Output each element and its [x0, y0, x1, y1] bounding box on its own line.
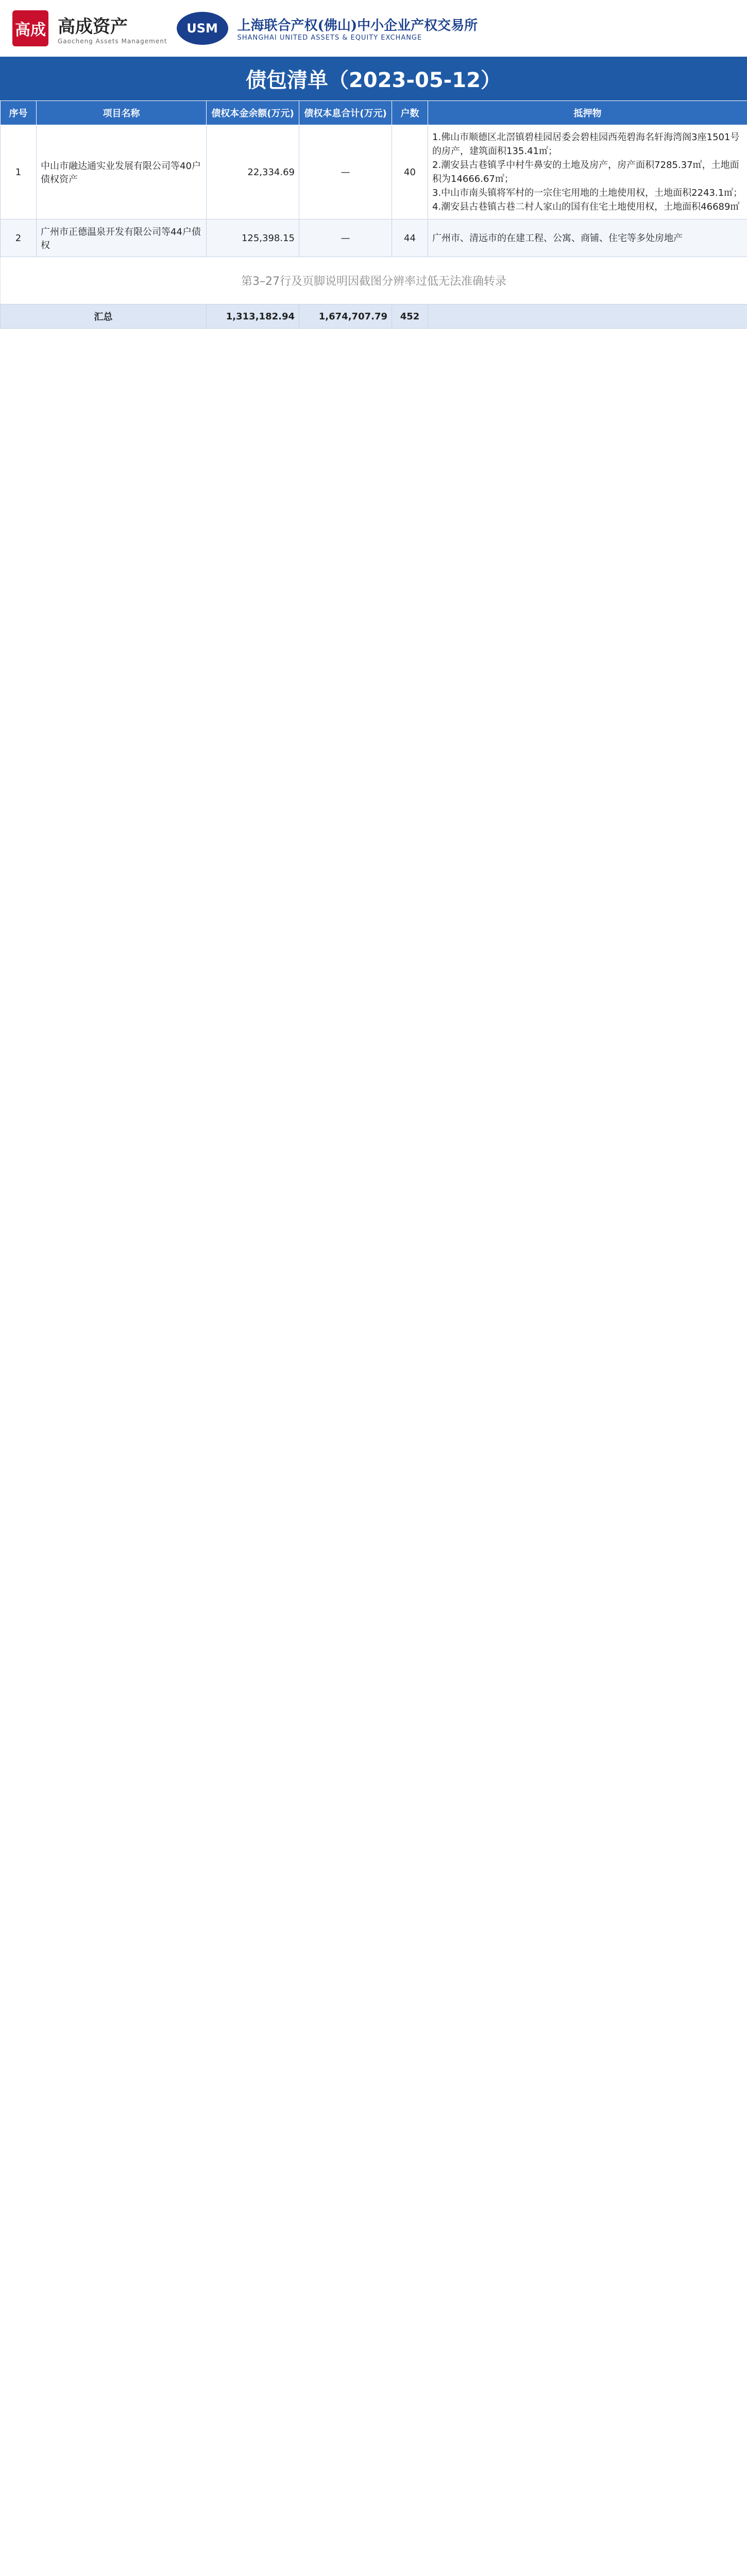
- total-label: 汇总: [1, 304, 207, 329]
- total-total: 1,674,707.79: [299, 304, 392, 329]
- col-collateral: 抵押物: [428, 101, 747, 125]
- row-project: 中山市融达通实业发展有限公司等40户债权资产: [37, 125, 207, 219]
- total-principal: 1,313,182.94: [207, 304, 299, 329]
- usm-logo: USM: [177, 12, 228, 45]
- top-bar: [0, 0, 747, 57]
- row-total: —: [299, 219, 392, 257]
- page-title: 债包清单（2023-05-12）: [0, 57, 747, 100]
- exchange-english: SHANGHAI UNITED ASSETS & EQUITY EXCHANGE: [237, 34, 422, 42]
- row-principal: 125,398.15: [207, 219, 299, 257]
- exchange: [237, 15, 478, 42]
- brand-name: 高成资产: [58, 16, 128, 37]
- row-collateral: 广州市、清远市的在建工程、公寓、商铺、住宅等多处房地产: [428, 219, 747, 257]
- table-header: [1, 101, 747, 125]
- col-project: 项目名称: [37, 101, 207, 125]
- total-households: 452: [392, 304, 428, 329]
- row-households: 44: [392, 219, 428, 257]
- col-total: 债权本息合计(万元): [299, 101, 392, 125]
- row-no: 2: [1, 219, 37, 257]
- debt-table: [0, 100, 747, 329]
- row-no: 1: [1, 125, 37, 219]
- row-project: 广州市正德温泉开发有限公司等44户债权: [37, 219, 207, 257]
- col-households: 户数: [392, 101, 428, 125]
- row-collateral: 1.佛山市顺德区北滘镇碧桂园居委会碧桂园西苑碧海名轩海湾阁3座1501号的房产，建筑面积135.41㎡； 2.潮安县古巷镇孚中村牛鼻安的土地及房产，房产面积7285.37㎡，土地面积为14666.67㎡； 3.中山市南头镇将军村的一宗住宅用地的土地使用权，土地面积2243.1㎡； 4.潮安县古巷镇古巷二村人家山的国有住宅土地使用权，土地面积46689㎡: [428, 125, 747, 219]
- row-households: 40: [392, 125, 428, 219]
- table-row: [1, 125, 747, 219]
- row-total: —: [299, 125, 392, 219]
- col-no: 序号: [1, 101, 37, 125]
- exchange-name: 上海联合产权(佛山)中小企业产权交易所: [237, 18, 478, 33]
- omitted-rows-note: 第3–27行及页脚说明因截图分辨率过低无法准确转录: [1, 257, 747, 304]
- brand-logo: 高成: [12, 10, 48, 46]
- total-collateral: [428, 304, 747, 329]
- col-principal: 债权本金余额(万元): [207, 101, 299, 125]
- total-row: [1, 304, 747, 329]
- row-principal: 22,334.69: [207, 125, 299, 219]
- omitted-rows: [1, 257, 747, 304]
- brand-subtitle: Gaocheng Assets Management: [58, 37, 167, 45]
- brand: [58, 12, 167, 45]
- table-row: [1, 219, 747, 257]
